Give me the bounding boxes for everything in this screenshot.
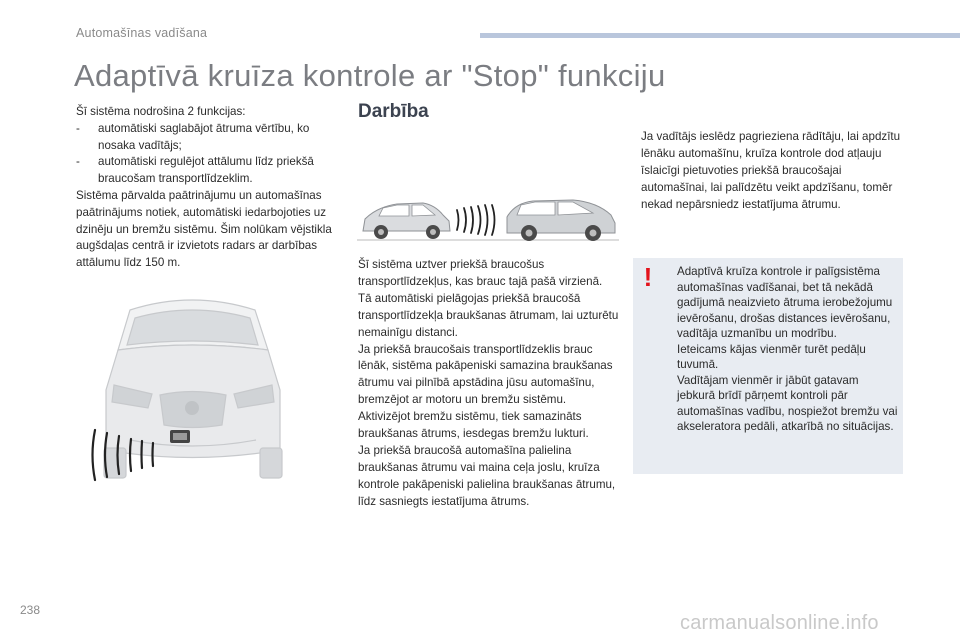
section-heading: Darbība	[358, 101, 429, 122]
warning-paragraph: Ieteicams kājas vienmēr turēt pedāļu tuvumā.	[677, 342, 866, 371]
two-cars-radar-illustration	[357, 191, 619, 244]
own-car-icon	[363, 203, 450, 239]
watermark: carmanualsonline.info	[680, 612, 879, 634]
operation-column	[358, 257, 626, 511]
page-title: Adaptīvā kruīza kontrole ar "Stop" funkciju	[74, 58, 666, 93]
warning-paragraph: Adaptīvā kruīza kontrole ir palīgsistēma automašīnas vadīšanai, bet tā nekādā gadījumā neaizvieto ātruma ierobežojumu ievērošanu, drošas distances ievērošanu, vadītāja uzmanību un modrību.	[677, 265, 893, 340]
operation-paragraph: Tā automātiski pielāgojas priekšā braucošā transportlīdzekļa braukšanas ātrumam, lai uzturētu nemainīgu distanci.	[358, 291, 619, 339]
overtaking-note	[641, 129, 911, 214]
exclamation-icon: !	[643, 262, 653, 292]
warning-text	[677, 264, 899, 435]
list-item	[76, 154, 338, 188]
vehicle-ahead-icon	[507, 200, 615, 241]
list-item	[76, 121, 338, 155]
header-section-title: Automašīnas vadīšana	[76, 26, 208, 40]
intro-lead: Šī sistēma nodrošina 2 funkcijas:	[76, 105, 246, 118]
list-dash: -	[76, 155, 80, 169]
intro-column	[76, 104, 338, 272]
operation-paragraph: Aktivizējot bremžu sistēmu, tiek samazināts braukšanas ātrums, iesdegas bremžu lukturi.	[358, 410, 589, 441]
page-number: 238	[20, 603, 41, 617]
overtaking-paragraph: Ja vadītājs ieslēdz pagrieziena rādītāju, lai apdzītu lēnāku automašīnu, kruīza kontrole dod atļauju īslaicīgi pietuvoties priekšā braucošajai automašīnai, lai palīdzētu veikt apdzīšanu, tomēr nekad nepārsniedz iestatījuma ātrumu.	[641, 130, 901, 211]
list-item-text: automātiski regulējot attālumu līdz priekšā braucošam transportlīdzeklim.	[98, 155, 314, 186]
operation-paragraph: Šī sistēma uztver priekšā braucošus transportlīdzekļus, kas brauc tajā pašā virzienā.	[358, 258, 603, 288]
warning-paragraph: Vadītājam vienmēr ir jābūt gatavam jebkurā brīdī pārņemt kontroli pār automašīnas vadību, nospiežot bremžu vai akseleratora pedāli, atkarībā no situācijas.	[677, 373, 898, 433]
list-dash: -	[76, 121, 80, 135]
warning-box	[633, 258, 903, 474]
car-front-radar-illustration	[90, 290, 295, 485]
operation-paragraph: Ja priekšā braucošais transportlīdzeklis brauc lēnāk, sistēma pakāpeniski samazina braukšanas ātrumu vai pilnībā apstādina jūsu automašīnu, bremzējot ar motoru un bremžu sistēmu.	[358, 342, 613, 407]
header-bar	[480, 33, 960, 38]
list-item-text: automātiski saglabājot ātruma vērtību, ko nosaka vadītājs;	[98, 121, 310, 152]
intro-paragraph: Sistēma pārvalda paātrinājumu un automašīnas paātrinājums notiek, automātiski iedarbojoties uz dzinēju un bremžu sistēmu. Šim nolūkam vējstikla augšdaļas centrā ir izvietots radars ar darbības attālumu līdz 150 m.	[76, 188, 332, 270]
operation-paragraph: Ja priekšā braucošā automašīna palielina braukšanas ātrumu vai maina ceļa joslu, kruīza kontrole pakāpeniski palielina braukšanas ātrumu, līdz sasniegts iestatījuma ātrums.	[358, 443, 616, 508]
